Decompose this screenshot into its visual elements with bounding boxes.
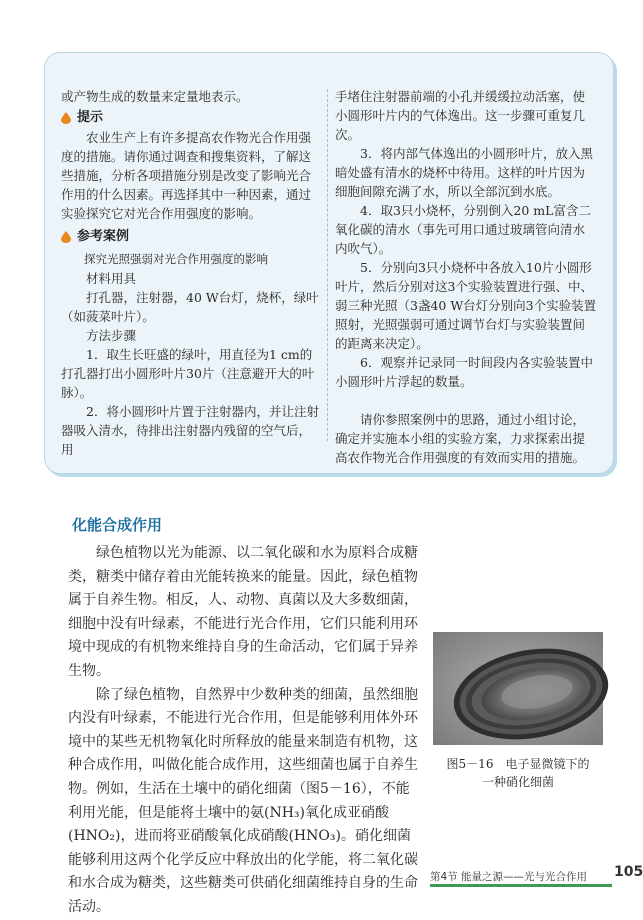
section-body	[68, 542, 418, 920]
materials-text: 打孔器，注射器，40 W台灯，烧杯，绿叶（如菠菜叶片）。	[61, 290, 319, 324]
footer-section: 第4节	[430, 871, 458, 883]
hint-heading-label: 提示	[77, 110, 104, 125]
figure-caption	[433, 755, 603, 791]
drop-icon	[61, 231, 71, 243]
paragraph-1: 绿色植物以光为能源、以二氧化碳和水为原料合成糖类，糖类中储存着由光能转换来的能量。因此，绿色植物属于自养生物。相反，人、动物、真菌以及大多数细菌，细胞中没有叶绿素，不能进行光合作用，它们只能利用环境中现成的有机物来维持自身的生命活动，它们属于异养生物。	[68, 545, 418, 679]
steps-label: 方法步骤	[86, 328, 137, 343]
page-footer	[430, 869, 587, 884]
step-4: 4．取3只小烧杯，分别倒入20 mL富含二氧化碳的清水（事先可用口通过玻璃管向清水内吹气）。	[335, 203, 591, 256]
page-number: 105	[614, 864, 643, 880]
activity-box	[44, 52, 614, 474]
footer-title: 能量之源——光与光合作用	[461, 871, 588, 883]
bacteria-micrograph	[433, 632, 603, 745]
case-heading-label: 参考案例	[77, 229, 130, 244]
materials-label: 材料用具	[86, 271, 137, 286]
step-2-cont: 手堵住注射器前端的小孔并缓缓拉动活塞，使小圆形叶片内的气体逸出。这一步骤可重复几次。	[335, 89, 586, 142]
box-left-column	[61, 87, 321, 459]
conclusion-text: 请你参照案例中的思路，通过小组讨论，确定并实施本小组的实验方案，力求探索出提高农作物光合作用强度的有效而实用的措施。	[335, 412, 586, 465]
caption-line-2: 一种硝化细菌	[481, 775, 554, 789]
micrograph-image	[433, 632, 603, 745]
hint-heading	[61, 108, 321, 127]
step-1: 1．取生长旺盛的绿叶，用直径为1 cm的打孔器打出小圆形叶片30片（注意避开大的叶脉）。	[61, 347, 315, 400]
hint-text: 农业生产上有许多提高农作物光合作用强度的措施。请你通过调查和搜集资料，了解这些措施，分析各项措施分别是改变了影响光合作用的什么因素。再选择其中一种因素，通过实验探究它对光合作用强度的影响。	[61, 130, 312, 221]
section-title: 化能合成作用	[72, 516, 163, 534]
step-6: 6．观察并记录同一时间段内各实验装置中小圆形叶片浮起的数量。	[335, 355, 593, 389]
caption-line-1: 图5－16 电子显微镜下的	[446, 757, 590, 771]
box-right-column	[335, 87, 597, 467]
column-divider	[327, 89, 328, 441]
footer-rule	[430, 884, 612, 887]
step-2: 2．将小圆形叶片置于注射器内，并让注射器吸入清水，待排出注射器内残留的空气后，用	[61, 404, 319, 457]
step-3: 3．将内部气体逸出的小圆形叶片，放入黑暗处盛有清水的烧杯中待用。这样的叶片因为细胞间隙充满了水，所以全部沉到水底。	[335, 146, 593, 199]
drop-icon	[61, 112, 71, 124]
step-5: 5．分别向3只小烧杯中各放入10片小圆形叶片，然后分别对这3个实验装置进行强、中、弱三种光照（3盏40 W台灯分别向3个实验装置照射，光照强弱可通过调节台灯与实验装置间的距离来决定）。	[335, 260, 597, 351]
case-heading	[61, 227, 321, 246]
paragraph-2: 除了绿色植物，自然界中少数种类的细菌，虽然细胞内没有叶绿素，不能进行光合作用，但是能够利用体外环境中的某些无机物氧化时所释放的能量来制造有机物，这种合成作用，叫做化能合成作用，这些细菌也属于自养生物。例如，生活在土壤中的硝化细菌（图5－16），不能利用光能，但是能将土壤中的氨(NH₃)氧化成亚硝酸(HNO₂)，进而将亚硝酸氧化成硝酸(HNO₃)。硝化细菌能够利用这两个化学反应中释放出的化学能，将二氧化碳和水合成为糖类，这些糖类可供硝化细菌维持自身的生命活动。	[68, 686, 418, 915]
case-title: 探究光照强弱对光合作用强度的影响	[84, 252, 268, 266]
intro-text: 或产物生成的数量来定量地表示。	[61, 89, 249, 104]
